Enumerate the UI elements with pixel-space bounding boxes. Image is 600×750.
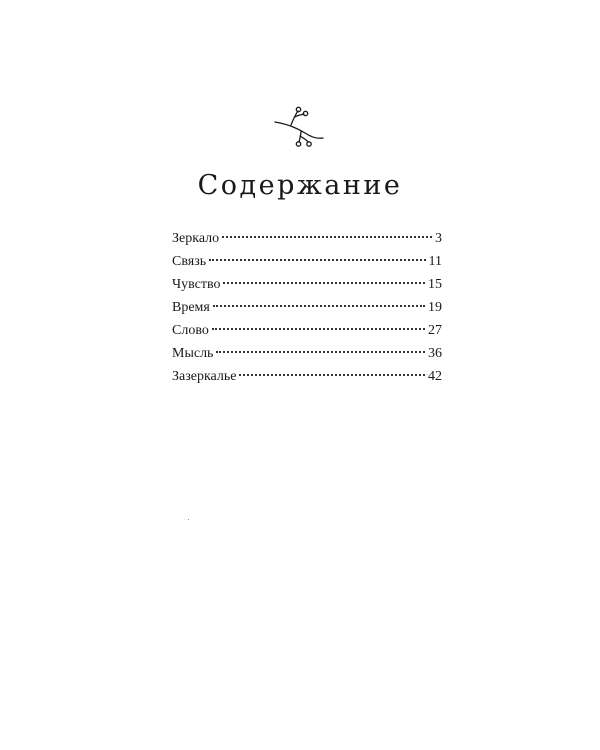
toc-entry-page: 3 [435, 231, 442, 246]
table-of-contents [172, 227, 442, 388]
toc-entry-vremya[interactable] [172, 296, 442, 319]
toc-entry-label: Связь [172, 254, 207, 269]
toc-dot-leader [212, 328, 425, 330]
toc-entry-page: 36 [428, 346, 442, 361]
toc-entry-zerkalo[interactable] [172, 227, 442, 250]
toc-entry-mysl[interactable] [172, 342, 442, 365]
toc-entry-zazerkalye[interactable] [172, 365, 442, 388]
toc-entry-page: 15 [428, 277, 442, 292]
toc-dot-leader [209, 259, 425, 261]
page-title: Содержание [197, 170, 403, 201]
toc-dot-leader [213, 305, 425, 307]
toc-entry-page: 42 [428, 369, 442, 384]
toc-entry-label: Чувство [172, 277, 221, 292]
floral-sprig-icon [271, 100, 327, 150]
toc-entry-label: Зазеркалье [172, 369, 237, 384]
toc-entry-label: Зеркало [172, 231, 220, 246]
toc-dot-leader [216, 351, 425, 353]
toc-entry-svyaz[interactable] [172, 250, 442, 273]
toc-dot-leader [223, 282, 425, 284]
toc-dot-leader [222, 236, 432, 238]
toc-entry-page: 27 [428, 323, 442, 338]
toc-entry-chuvstvo[interactable] [172, 273, 442, 296]
toc-entry-slovo[interactable] [172, 319, 442, 342]
toc-entry-page: 19 [428, 300, 442, 315]
toc-entry-page: 11 [428, 254, 442, 269]
toc-dot-leader [239, 374, 425, 376]
toc-entry-label: Мысль [172, 346, 214, 361]
toc-entry-label: Время [172, 300, 210, 315]
toc-entry-label: Слово [172, 323, 209, 338]
paper-speck [188, 519, 189, 520]
